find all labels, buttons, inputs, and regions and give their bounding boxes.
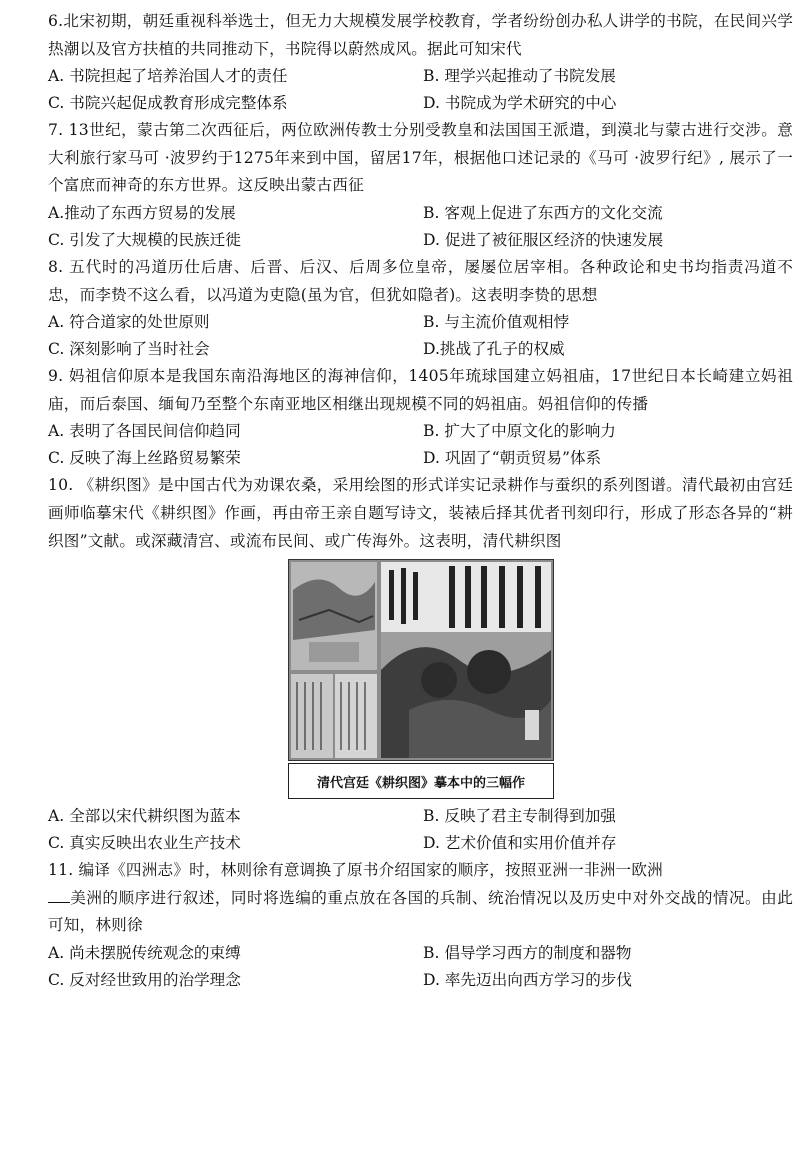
option-a: A. 全部以宋代耕织图为蓝本 [48,807,241,826]
question-11 [48,857,793,994]
question-stem: 9. 妈祖信仰原本是我国东南沿海地区的海神信仰，1405年琉球国建立妈祖庙，17世纪日本长崎建立妈祖庙，而后泰国、缅甸乃至整个东南亚地区相继出现规模不同的妈祖庙。妈祖信仰的传播 [48,367,793,413]
question-6 [48,8,793,117]
option-list [48,63,793,117]
gengzhitu-photo [288,559,554,761]
stem-part-2: 美洲的顺序进行叙述，同时将选编的重点放在各国的兵制、统治情况以及历史中对外交战的情况。由此可知，林则徐 [48,888,793,935]
option-list [48,940,793,994]
option-a: A. 尚未摆脱传统观念的束缚 [48,943,241,962]
option-c: C. 引发了大规模的民族迁徙 [48,230,241,249]
question-10 [48,472,793,857]
option-a: A. 表明了各国民间信仰趋同 [48,422,241,441]
option-c: C. 书院兴起促成教育形成完整体系 [48,94,288,113]
option-b: B. 理学兴起推动了书院发展 [423,67,616,86]
option-d: D. 率先迈出向西方学习的步伐 [423,970,632,989]
option-a: A. 符合道家的处世原则 [48,313,210,332]
option-d: D. 书院成为学术研究的中心 [423,94,617,113]
option-b: B. 客观上促进了东西方的文化交流 [423,203,663,222]
option-d: D. 促进了被征服区经济的快速发展 [423,230,664,249]
option-a: A. 书院担起了培养治国人才的责任 [48,67,288,86]
option-c: C. 反映了海上丝路贸易繁荣 [48,449,241,468]
option-d: D. 巩固了“朝贡贸易”体系 [423,449,602,468]
option-b: B. 扩大了中原文化的影响力 [423,422,616,441]
question-stem: 6.北宋初期，朝廷重视科举选士，但无力大规模发展学校教育，学者纷纷创办私人讲学的书院，在民间兴学热潮以及官方扶植的共同推动下，书院得以蔚然成风。据此可知宋代 [48,12,793,58]
stem-part-1: 11. 编译《四洲志》时，林则徐有意调换了原书介绍国家的顺序，按照亚洲一非洲一欧洲 [48,861,663,880]
exam-page [48,8,793,994]
option-a: A.推动了东西方贸易的发展 [48,203,236,222]
option-d: D. 艺术价值和实用价值并存 [423,834,617,853]
option-list [48,309,793,363]
option-d: D.挑战了孔子的权威 [423,340,565,359]
option-list [48,803,793,857]
option-b: B. 与主流价值观相悖 [423,313,570,332]
question-8 [48,254,793,363]
answer-blank [48,888,70,903]
question-stem: 7. 13世纪，蒙古第二次西征后，两位欧洲传教士分别受教皇和法国国王派遣，到漠北与蒙古进行交涉。意大利旅行家马可 ·波罗约于1275年来到中国，留居17年，根据他口述记录的《马可 ·波罗行纪》, 展示了一个富庶而神奇的东方世界。这反映出蒙古西征 [48,121,793,195]
option-b: B. 反映了君主专制得到加强 [423,807,616,826]
option-list [48,200,793,254]
question-stem: 10. 《耕织图》是中国古代为劝课农桑，采用绘图的形式详实记录耕作与蚕织的系列图谱。清代最初由宫廷画师临摹宋代《耕织图》作画，再由帝王亲自题写诗文，装裱后择其优者刊刻印行，形成了形态各异的“耕织图”文献。或深藏清宫、或流布民间、或广传海外。这表明，清代耕织图 [48,476,793,550]
option-list [48,418,793,472]
question-9 [48,363,793,472]
question-stem: 8. 五代时的冯道历仕后唐、后晋、后汉、后周多位皇帝，屡屡位居宰相。各种政论和史书均指责冯道不忠，而李贽不这么看，以冯道为吏隐(虽为官，但犹如隐者)。这表明李贽的思想 [48,257,793,304]
figure-caption: 清代宫廷《耕织图》摹本中的三幅作 [288,763,554,799]
option-c: C. 深刻影响了当时社会 [48,340,210,359]
question-stem [48,857,793,940]
painting-illustration [289,560,553,760]
option-b: B. 倡导学习西方的制度和器物 [423,943,632,962]
option-c: C. 反对经世致用的治学理念 [48,970,241,989]
figure [288,559,554,799]
question-7 [48,117,793,254]
option-c: C. 真实反映出农业生产技术 [48,834,241,853]
